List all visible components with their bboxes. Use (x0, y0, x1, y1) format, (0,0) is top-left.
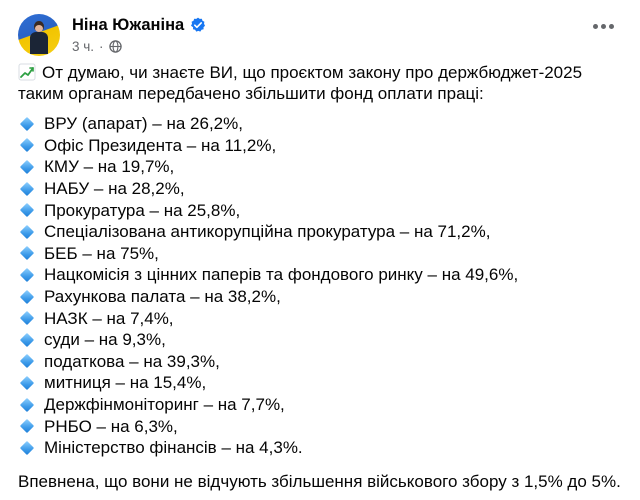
list-item-text: ВРУ (апарат) – на 26,2%, (44, 114, 243, 134)
small-blue-diamond-icon (20, 333, 34, 347)
post-timestamp[interactable]: 3 ч. (72, 39, 95, 54)
list-item (18, 286, 628, 308)
list-item-text: НАБУ – на 28,2%, (44, 179, 185, 199)
list-item (18, 113, 628, 135)
list-item-text: БЕБ – на 75%, (44, 243, 159, 263)
list-item-text: Держфінмоніторинг – на 7,7%, (44, 395, 285, 415)
small-blue-diamond-icon (20, 419, 34, 433)
list-item-text: Нацкомісія з цінних паперів та фондового ринку – на 49,6%, (44, 265, 519, 285)
small-blue-diamond-icon (20, 225, 34, 239)
small-blue-diamond-icon (20, 397, 34, 411)
more-options-icon[interactable] (593, 24, 614, 29)
post-header (18, 14, 206, 56)
author-info (72, 14, 206, 54)
list-item (18, 243, 628, 265)
list-item-text: Прокуратура – на 25,8%, (44, 200, 241, 220)
small-blue-diamond-icon (20, 311, 34, 325)
list-item-text: РНБО – на 6,3%, (44, 416, 178, 436)
small-blue-diamond-icon (20, 441, 34, 455)
small-blue-diamond-icon (20, 376, 34, 390)
author-name[interactable]: Ніна Южаніна (72, 15, 185, 34)
list-item-text: НАЗК – на 7,4%, (44, 308, 174, 328)
list-item-text: Офіс Президента – на 11,2%, (44, 135, 277, 155)
author-name-row (72, 14, 206, 36)
small-blue-diamond-icon (20, 160, 34, 174)
avatar-figure (30, 21, 48, 51)
small-blue-diamond-icon (20, 138, 34, 152)
list-item (18, 264, 628, 286)
list-item-text: Спеціалізована антикорупційна прокуратура – на 71,2%, (44, 222, 491, 242)
small-blue-diamond-icon (20, 354, 34, 368)
small-blue-diamond-icon (20, 203, 34, 217)
list-item (18, 329, 628, 351)
list-item (18, 437, 628, 459)
list-item (18, 372, 628, 394)
verified-badge-icon (190, 17, 206, 33)
small-blue-diamond-icon (20, 117, 34, 131)
post-body (18, 62, 628, 492)
list-item (18, 394, 628, 416)
intro-text: От думаю, чи знаєте ВИ, що проєктом закону про держбюджет-2025 таким органам передбачено збільшити фонд оплати праці: (18, 63, 583, 103)
list-item (18, 156, 628, 178)
author-avatar[interactable] (18, 14, 60, 56)
chart-increasing-icon (18, 63, 36, 81)
meta-separator: · (99, 39, 104, 54)
list-item (18, 221, 628, 243)
list-item (18, 199, 628, 221)
list-item-text: суди – на 9,3%, (44, 330, 166, 350)
post-meta (72, 39, 206, 54)
list-item-text: КМУ – на 19,7%, (44, 157, 175, 177)
small-blue-diamond-icon (20, 268, 34, 282)
list-item-text: Міністерство фінансів – на 4,3%. (44, 438, 303, 458)
list-item (18, 178, 628, 200)
list-item (18, 135, 628, 157)
list-item (18, 415, 628, 437)
small-blue-diamond-icon (20, 182, 34, 196)
small-blue-diamond-icon (20, 246, 34, 260)
list-item (18, 351, 628, 373)
list-item-text: податкова – на 39,3%, (44, 351, 220, 371)
small-blue-diamond-icon (20, 289, 34, 303)
list-item-text: Рахункова палата – на 38,2%, (44, 287, 281, 307)
budget-list (18, 113, 628, 459)
globe-icon[interactable] (109, 40, 122, 53)
list-item (18, 307, 628, 329)
post-intro (18, 62, 628, 104)
list-item-text: митниця – на 15,4%, (44, 373, 207, 393)
post-outro: Впевнена, що вони не відчують збільшення військового збору з 1,5% до 5%. (18, 471, 621, 491)
